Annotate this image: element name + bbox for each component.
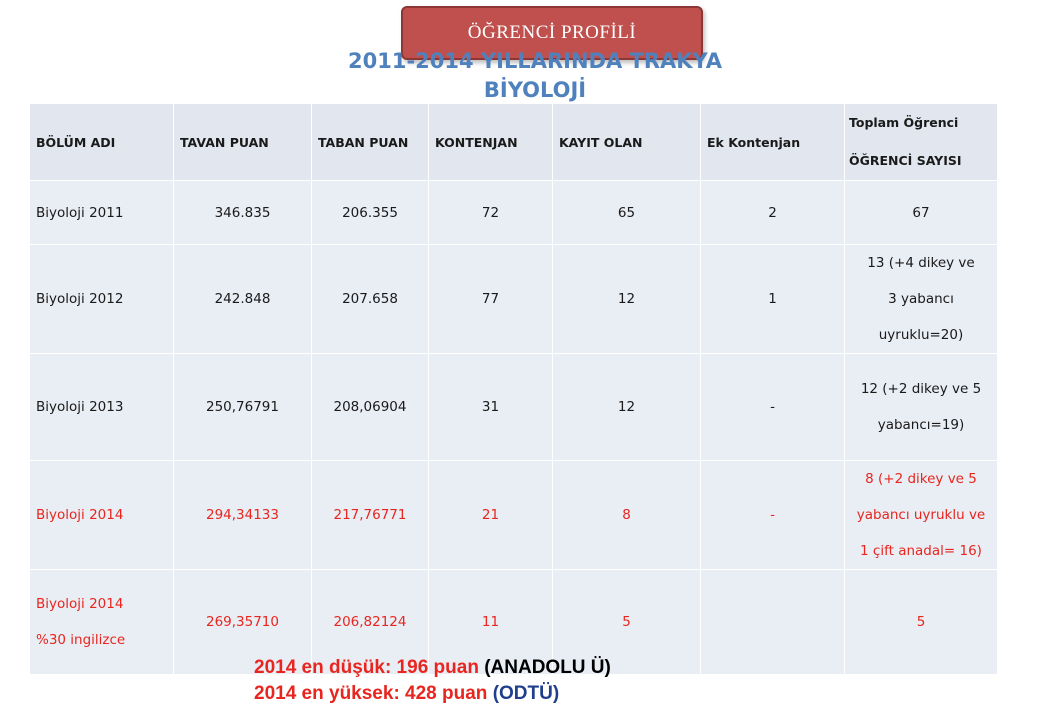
cell-bolum-line: Biyoloji 2014 <box>36 596 124 612</box>
cell-ek: 1 <box>701 245 845 354</box>
cell-kontenjan: 72 <box>429 181 553 245</box>
cell-kontenjan: 21 <box>429 461 553 570</box>
cell-toplam-line: 12 (+2 dikey ve 5 <box>860 381 982 397</box>
cell-toplam-line: 13 (+4 dikey ve <box>867 255 975 271</box>
footer-notes <box>254 655 611 707</box>
cell-toplam-line: 8 (+2 dikey ve 5 <box>865 471 977 487</box>
cell-ek <box>701 570 845 675</box>
page-title-line1: 2011-2014 YILLARINDA TRAKYA <box>348 49 722 73</box>
cell-bolum <box>30 570 174 675</box>
footer-highest-school: ODTÜ <box>499 683 553 704</box>
cell-kayit: 8 <box>553 461 701 570</box>
cell-kayit: 65 <box>553 181 701 245</box>
cell-toplam <box>845 461 998 570</box>
header-kayit-olan: KAYIT OLAN <box>553 104 701 181</box>
cell-ek: - <box>701 354 845 461</box>
table-row <box>30 181 998 245</box>
student-stats-table <box>29 103 998 675</box>
cell-kayit: 12 <box>553 354 701 461</box>
cell-toplam-line: 1 çift anadal= 16) <box>860 543 982 559</box>
footer-highest-line <box>254 681 611 707</box>
footer-paren-close: ) <box>552 683 560 704</box>
cell-bolum: Biyoloji 2014 <box>30 461 174 570</box>
cell-toplam-line: yabancı=19) <box>877 417 965 433</box>
cell-toplam: 67 <box>845 181 998 245</box>
cell-toplam <box>845 354 998 461</box>
cell-bolum: Biyoloji 2013 <box>30 354 174 461</box>
footer-paren-close: ) <box>604 657 611 678</box>
cell-tavan: 269,35710 <box>174 570 312 675</box>
footer-paren-open: ( <box>492 683 500 704</box>
header-tavan-puan: TAVAN PUAN <box>174 104 312 181</box>
cell-toplam <box>845 245 998 354</box>
cell-bolum-line: %30 ingilizce <box>36 632 126 648</box>
cell-toplam-line: 3 yabancı <box>888 291 954 307</box>
header-taban-puan: TABAN PUAN <box>312 104 429 181</box>
header-toplam-ogrenci <box>845 104 998 181</box>
cell-bolum: Biyoloji 2011 <box>30 181 174 245</box>
header-toplam-line1: Toplam Öğrenci <box>849 115 959 130</box>
cell-toplam: 5 <box>845 570 998 675</box>
cell-kontenjan: 11 <box>429 570 553 675</box>
footer-highest-text: 2014 en yüksek: 428 puan <box>254 683 493 704</box>
cell-ek: - <box>701 461 845 570</box>
cell-toplam-line: uyruklu=20) <box>878 327 964 343</box>
table-header-row <box>30 104 998 181</box>
table-row <box>30 245 998 354</box>
footer-lowest-line <box>254 655 611 681</box>
cell-kayit: 5 <box>553 570 701 675</box>
header-kontenjan: KONTENJAN <box>429 104 553 181</box>
cell-ek: 2 <box>701 181 845 245</box>
page-title <box>300 47 770 105</box>
cell-kontenjan: 31 <box>429 354 553 461</box>
cell-taban: 206.355 <box>312 181 429 245</box>
table-row <box>30 461 998 570</box>
cell-bolum: Biyoloji 2012 <box>30 245 174 354</box>
header-bolum-adi: BÖLÜM ADI <box>30 104 174 181</box>
student-profile-label: ÖĞRENCİ PROFİLİ <box>467 22 637 43</box>
header-toplam-line2: ÖĞRENCİ SAYISI <box>849 153 962 168</box>
footer-lowest-school: ANADOLU Ü <box>490 657 605 678</box>
cell-toplam-line: yabancı uyruklu ve <box>856 507 986 523</box>
page-title-line2: BİYOLOJİ <box>483 78 587 102</box>
footer-lowest-text: 2014 en düşük: 196 puan <box>254 657 485 678</box>
cell-taban: 206,82124 <box>312 570 429 675</box>
cell-kontenjan: 77 <box>429 245 553 354</box>
header-ek-kontenjan: Ek Kontenjan <box>701 104 845 181</box>
cell-taban: 217,76771 <box>312 461 429 570</box>
cell-tavan: 346.835 <box>174 181 312 245</box>
cell-tavan: 242.848 <box>174 245 312 354</box>
table-row <box>30 354 998 461</box>
cell-tavan: 294,34133 <box>174 461 312 570</box>
footer-paren-open: ( <box>484 657 491 678</box>
cell-tavan: 250,76791 <box>174 354 312 461</box>
cell-taban: 207.658 <box>312 245 429 354</box>
cell-kayit: 12 <box>553 245 701 354</box>
cell-taban: 208,06904 <box>312 354 429 461</box>
